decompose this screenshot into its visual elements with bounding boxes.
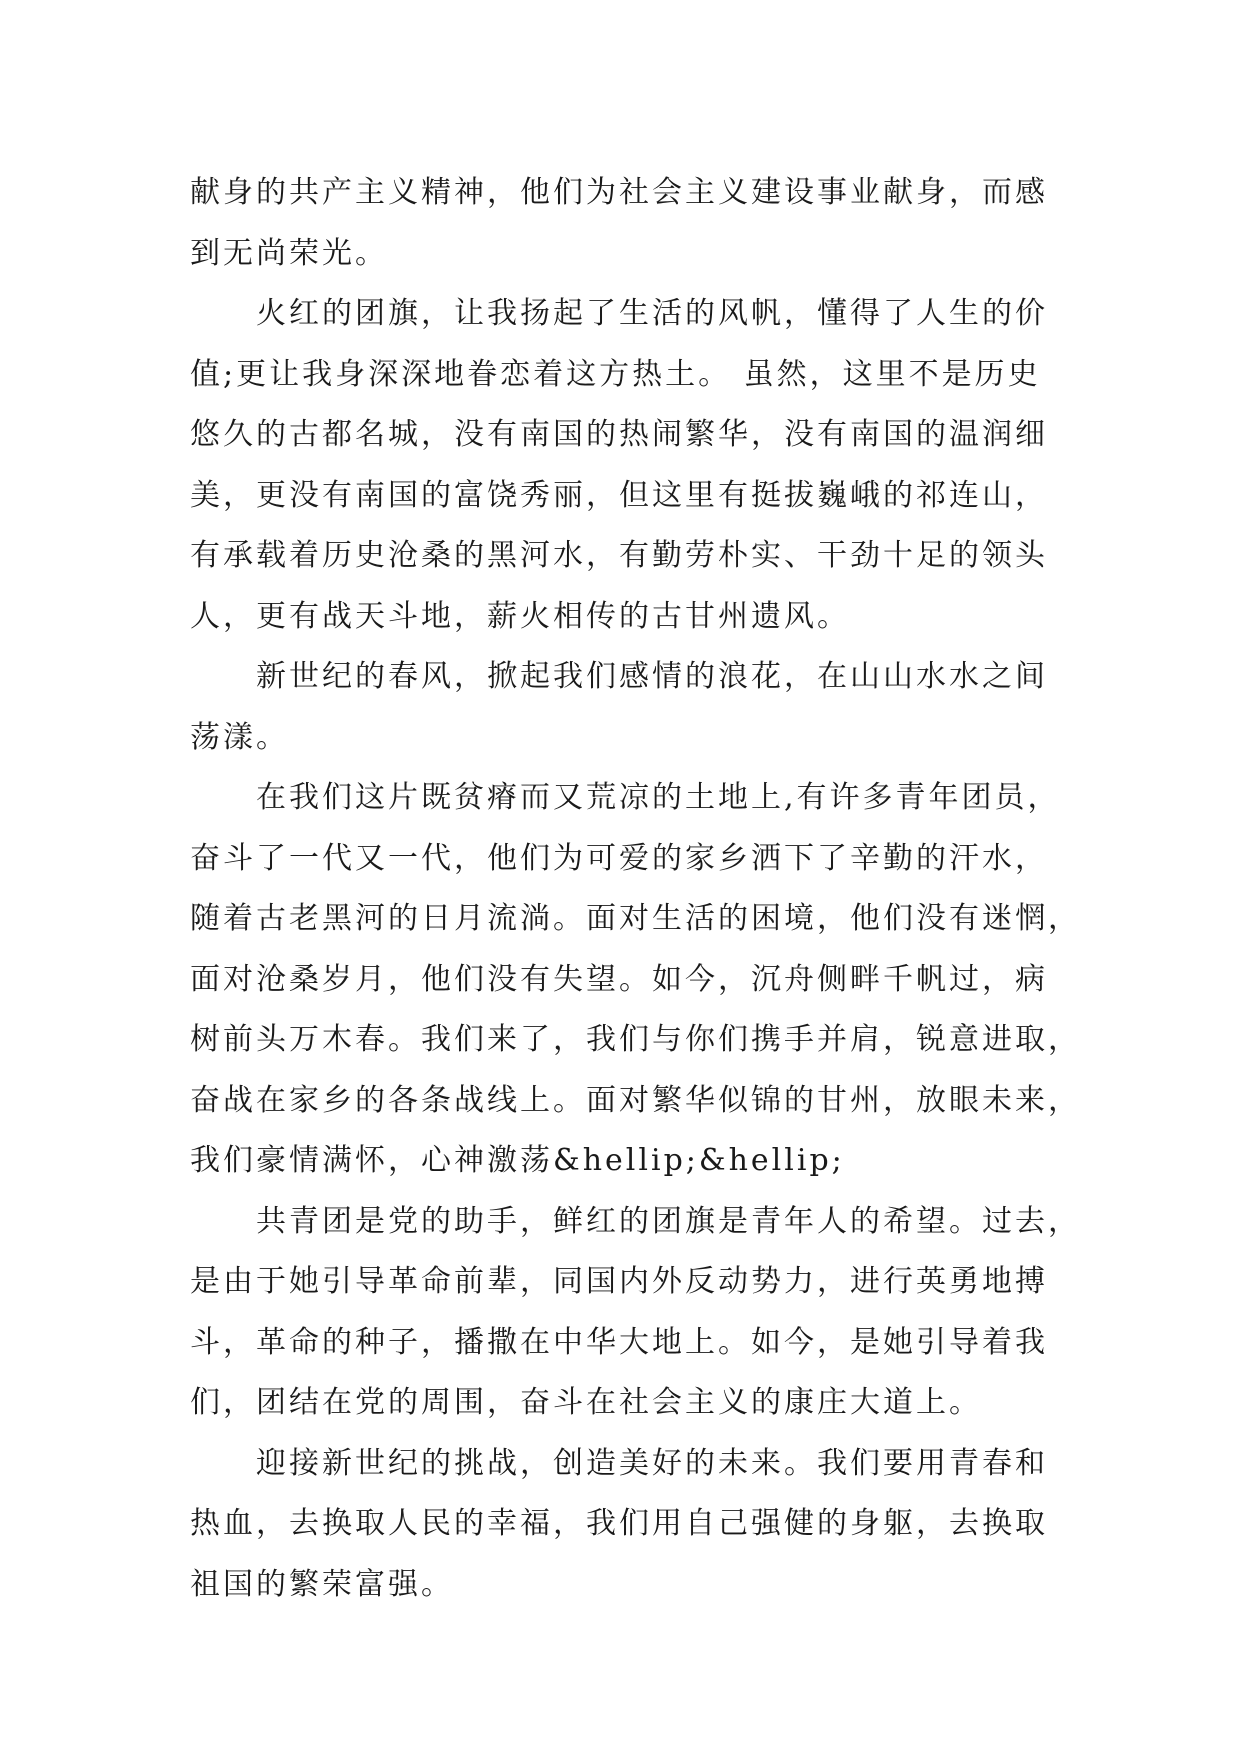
- text-line: 值;更让我身深深地眷恋着这方热土。 虽然，这里不是历史: [190, 356, 1041, 392]
- text-line: 树前头万木春。我们来了，我们与你们携手并肩，锐意进取，: [190, 1022, 1081, 1057]
- document-body: [190, 163, 1081, 1615]
- text-line: 新世纪的春风，掀起我们感情的浪花，在山山水水之间: [256, 659, 1048, 694]
- text-line: 奋斗了一代又一代，他们为可爱的家乡洒下了辛勤的汗水，: [190, 840, 1048, 876]
- text-line: 献身的共产主义精神，他们为社会主义建设事业献身，而感: [190, 175, 1048, 210]
- text-line: 到无尚荣光。: [190, 235, 388, 271]
- text-line: 有承载着历史沧桑的黑河水，有勤劳朴实、干劲十足的领头: [190, 538, 1048, 573]
- text-line: 斗，革命的种子，播撒在中华大地上。如今，是她引导着我: [190, 1324, 1048, 1360]
- text-line: 共青团是党的助手，鲜红的团旗是青年人的希望。过去，: [256, 1203, 1081, 1239]
- text-line: 祖国的繁荣富强。: [190, 1566, 454, 1602]
- text-line: 随着古老黑河的日月流淌。面对生活的困境，他们没有迷惘，: [190, 901, 1081, 936]
- text-line: 美，更没有南国的富饶秀丽，但这里有挺拔巍峨的祁连山，: [190, 477, 1048, 513]
- text-line: 迎接新世纪的挑战，创造美好的未来。我们要用青春和: [256, 1445, 1048, 1481]
- text-line: 们，团结在党的周围，奋斗在社会主义的康庄大道上。: [190, 1385, 982, 1420]
- text-line: 我们豪情满怀，心神激荡&hellip;&hellip;: [190, 1143, 845, 1178]
- text-line: 人，更有战天斗地，薪火相传的古甘州遗风。: [190, 598, 850, 634]
- text-line: 奋战在家乡的各条战线上。面对繁华似锦的甘州，放眼未来，: [190, 1082, 1081, 1118]
- text-line: 面对沧桑岁月，他们没有失望。如今，沉舟侧畔千帆过，病: [190, 961, 1048, 997]
- text-line: 悠久的古都名城，没有南国的热闹繁华，没有南国的温润细: [190, 417, 1048, 452]
- text-line: 热血，去换取人民的幸福，我们用自己强健的身躯，去换取: [190, 1506, 1048, 1541]
- text-line: 是由于她引导革命前辈，同国内外反动势力，进行英勇地搏: [190, 1264, 1048, 1299]
- text-line: 荡漾。: [190, 719, 289, 755]
- text-line: 火红的团旗，让我扬起了生活的风帆，懂得了人生的价: [256, 296, 1048, 331]
- text-line: 在我们这片既贫瘠而又荒凉的土地上,有许多青年团员，: [256, 780, 1061, 815]
